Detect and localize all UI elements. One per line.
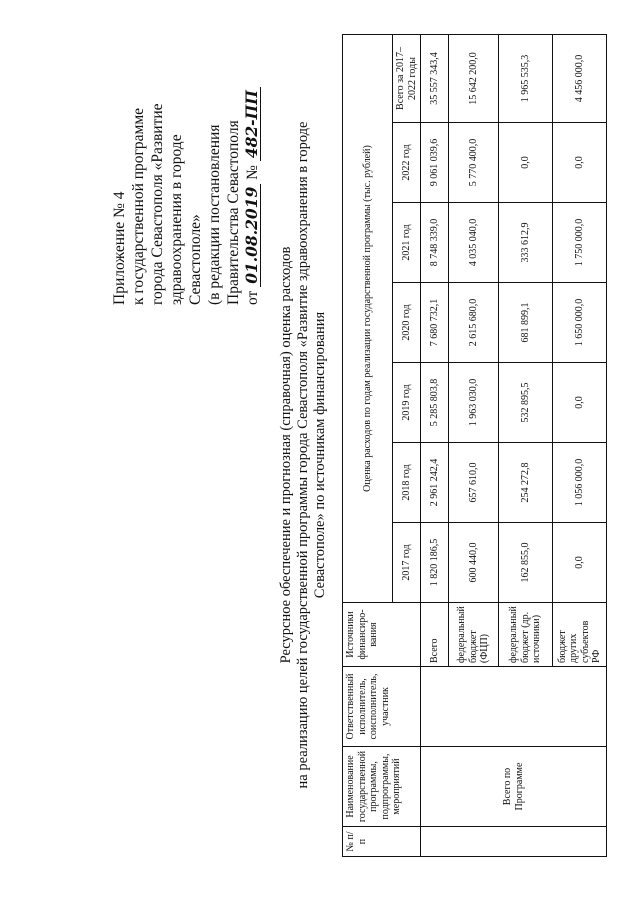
value-cell: 35 557 343,4 [421,34,449,122]
value-cell: 254 272,8 [499,443,553,523]
value-cell: 1 650 000,0 [553,283,607,363]
value-cell: 1 056 000,0 [553,443,607,523]
number-prefix: № [244,165,261,180]
header-name: Наименование государственной программы, подпрограммы, мероприятий [343,747,421,827]
value-cell: 532 895,5 [499,363,553,443]
header-year: 2022 год [393,123,421,203]
value-cell: 5 770 400,0 [449,123,499,203]
appendix-line: здравоохранения в городе [168,134,185,305]
value-cell: 4 035 040,0 [449,203,499,283]
title-line: на реализацию целей государственной программы города Севастополя «Развитие здравоохранения в городе [295,121,311,789]
appendix-line: города Севастополя «Развитие [149,103,166,305]
value-cell: 600 440,0 [449,523,499,603]
source-cell: бюджет других субъектов РФ [553,603,607,667]
source-cell: федеральный бюджет (ФЦП) [449,603,499,667]
row-number-cell [421,827,607,857]
header-year: 2017 год [393,523,421,603]
source-cell: Всего [421,603,449,667]
value-cell: 2 961 242,4 [421,443,449,523]
table-row [421,34,449,856]
header-total: Всего за 2017–2022 годы [393,34,421,122]
program-name-cell: Всего по Программе [421,747,607,827]
header-estimate: Оценка расходов по годам реализации государственной программы (тыс. рублей) [343,34,393,602]
value-cell: 681 899,1 [499,283,553,363]
value-cell: 7 680 732,1 [421,283,449,363]
value-cell: 5 285 803,8 [421,363,449,443]
resource-table [342,34,607,857]
appendix-line: Приложение № 4 [111,191,128,305]
header-executor: Ответственный исполнитель, соисполнитель, участник [343,667,421,747]
handwritten-date: 01.08.2019 [244,184,261,287]
header-year: 2021 год [393,203,421,283]
value-cell: 4 456 000,0 [553,34,607,122]
value-cell: 9 061 039,6 [421,123,449,203]
value-cell: 333 612,9 [499,203,553,283]
appendix-line: к государственной программе [130,107,147,305]
appendix-line: Правительства Севастополя [225,120,242,305]
value-cell: 2 615 680,0 [449,283,499,363]
value-cell: 1 750 000,0 [553,203,607,283]
header-year: 2019 год [393,363,421,443]
handwritten-number: 482-ПП [244,87,261,161]
value-cell: 0,0 [553,123,607,203]
value-cell: 1 963 030,0 [449,363,499,443]
value-cell: 1 965 535,3 [499,34,553,122]
appendix-line: (в редакции постановления [206,124,223,305]
header-year: 2018 год [393,443,421,523]
title-line: Севастополе» по источникам финансирования [312,311,328,599]
header-source: Источники финансиро-вания [343,603,421,667]
header-year: 2020 год [393,283,421,363]
value-cell: 15 642 200,0 [449,34,499,122]
header-num: № п/п [343,827,421,857]
value-cell: 162 855,0 [499,523,553,603]
appendix-line: Севастополе» [187,214,204,305]
document-title [278,45,329,865]
title-line: Ресурсное обеспечение и прогнозная (справочная) оценка расходов [278,246,294,664]
value-cell: 0,0 [499,123,553,203]
appendix-header [110,5,262,305]
value-cell: 0,0 [553,523,607,603]
date-prefix: от [244,290,261,305]
source-cell: федеральный бюджет (др. источники) [499,603,553,667]
value-cell: 0,0 [553,363,607,443]
value-cell: 1 820 186,5 [421,523,449,603]
appendix-date-line [243,5,262,305]
value-cell: 8 748 339,0 [421,203,449,283]
value-cell: 657 610,0 [449,443,499,523]
executor-cell [421,667,607,747]
